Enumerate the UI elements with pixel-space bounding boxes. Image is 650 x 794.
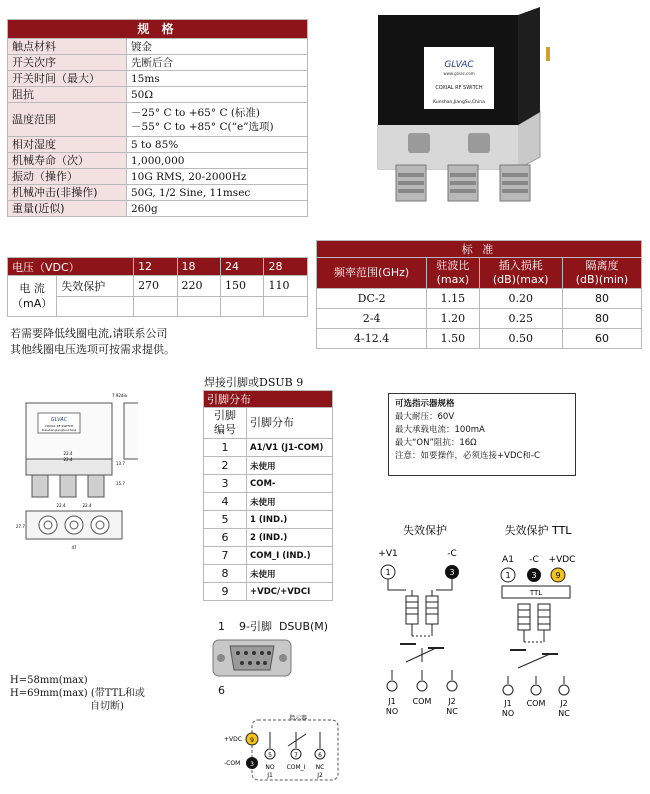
pin-heading: 焊接引脚或DSUB 9 xyxy=(204,376,304,389)
dim-label: 22.4 xyxy=(63,451,73,456)
pin-desc: 1 (IND.) xyxy=(247,511,333,529)
label-model: COXIAL RF SWITCH xyxy=(435,85,483,91)
label-j2: J2 xyxy=(560,699,568,708)
current-label: 电 流 xyxy=(19,282,45,295)
dimension-drawing xyxy=(8,383,138,558)
label-com: COM xyxy=(412,697,432,706)
current-value: 110 xyxy=(264,276,308,297)
pin-title: 引脚分布 xyxy=(204,391,333,408)
pin-number: 8 xyxy=(204,565,247,583)
note-lower-current: 若需要降低线圈电流,请联系公司 xyxy=(10,327,168,340)
spec-key: 开关时间（最大） xyxy=(8,71,127,87)
std-cell: DC-2 xyxy=(317,289,427,309)
schematic-lines xyxy=(388,579,452,680)
pin-desc: 2 (IND.) xyxy=(247,529,333,547)
failsafe-ttl-schematic xyxy=(494,520,614,720)
voltage-table xyxy=(7,257,308,317)
label-no: NO xyxy=(501,709,515,718)
pin-number: 2 xyxy=(204,457,247,475)
voltage-col: 28 xyxy=(264,258,308,276)
pin-desc: 未使用 xyxy=(247,457,333,475)
label-brand: GLVAC xyxy=(444,60,474,70)
indicator-line: 注意：如要操作，必须连接+VDC和-C xyxy=(395,451,540,461)
pin1-number: 1 xyxy=(505,571,511,580)
pin1-number: 1 xyxy=(385,568,391,577)
std-header-l1: 隔离度 xyxy=(585,259,619,272)
indicator-nc: NC xyxy=(315,764,325,771)
temp-standard: －25° C to +65° C (标准) xyxy=(131,106,261,119)
voltage-col: 18 xyxy=(177,258,220,276)
std-header-l2: (max) xyxy=(436,273,470,286)
standard-title: 标 准 xyxy=(317,241,642,258)
pin-desc: 未使用 xyxy=(247,493,333,511)
std-cell: 1.15 xyxy=(427,289,479,309)
rf-connectors xyxy=(396,165,530,201)
height-max-ttl: H=69mm(max) (带TTL和或 xyxy=(10,688,145,699)
dim-label: 13.7 xyxy=(116,461,125,466)
dim-label: 22.4 xyxy=(82,503,92,508)
std-cell: 1.20 xyxy=(427,309,479,329)
indicator-diagram xyxy=(222,710,342,786)
pin3-number: 3 xyxy=(449,568,455,577)
spec-key: 相对湿度 xyxy=(8,137,127,153)
std-cell: 4-12.4 xyxy=(317,329,427,349)
spec-key: 温度范围 xyxy=(8,103,127,137)
std-header-l1: 插入损耗 xyxy=(498,259,543,272)
fail-safe-label: 失效保护 xyxy=(57,276,134,297)
schematic-lines xyxy=(508,604,564,684)
height-max: H=58mm(max) xyxy=(10,675,88,686)
base-screw xyxy=(408,133,430,153)
spec-value: 50Ω xyxy=(127,87,308,103)
pin-number: 6 xyxy=(204,529,247,547)
indicator-pin6: 6 xyxy=(318,752,322,759)
specs-table xyxy=(7,19,308,217)
spec-value: 先断后合 xyxy=(127,55,308,71)
std-cell: 2-4 xyxy=(317,309,427,329)
spec-value: 镀金 xyxy=(127,39,308,55)
std-cell: 0.50 xyxy=(479,329,562,349)
drawing-location: Kunshan,JiangSu,China xyxy=(41,428,77,432)
pin-desc: A1/V1 (J1-COM) xyxy=(247,439,333,457)
label-c: -C xyxy=(447,549,457,559)
indicator-spec-box xyxy=(388,393,576,476)
drawing-model: COXIAL RF SWITCH xyxy=(44,424,74,428)
spec-key: 重量(近似) xyxy=(8,201,127,217)
schematic-title: 失效保护 xyxy=(403,524,447,537)
pin-number: 7 xyxy=(204,547,247,565)
empty-cell xyxy=(221,296,264,317)
label-v1: +V1 xyxy=(378,549,398,559)
pin-desc: COM- xyxy=(247,475,333,493)
voltage-col: 24 xyxy=(221,258,264,276)
indicator-vdc: +VDC xyxy=(224,736,242,743)
spec-value: 1,000,000 xyxy=(127,153,308,169)
spec-key: 阻抗 xyxy=(8,87,127,103)
label-com: COM xyxy=(526,699,546,708)
pin-col2: 引脚分布 xyxy=(247,408,333,439)
pin3-number: 3 xyxy=(531,571,537,580)
std-cell: 80 xyxy=(562,289,641,309)
dsub-pin6: 6 xyxy=(218,684,225,697)
label-j1: J1 xyxy=(504,699,512,708)
temp-extended: －55° C to +85° C(“e”选项) xyxy=(131,120,274,133)
label-c: -C xyxy=(529,555,539,565)
pin-col1-l2: 编号 xyxy=(214,423,236,436)
schematic-title: 失效保护 TTL xyxy=(504,524,572,537)
pin-number: 9 xyxy=(204,583,247,601)
voltage-col: 12 xyxy=(134,258,177,276)
standard-table xyxy=(316,240,642,349)
empty-cell xyxy=(264,296,308,317)
dsub-connector-icon xyxy=(212,636,292,680)
std-cell: 0.25 xyxy=(479,309,562,329)
std-header xyxy=(427,258,479,289)
label-vdc: +VDC xyxy=(548,555,576,565)
pin9-number: 9 xyxy=(555,571,561,580)
label-a1: A1 xyxy=(502,555,514,565)
spec-key: 机械冲击(非操作) xyxy=(8,185,127,201)
dim-label: 15.7 xyxy=(116,481,125,486)
label-no: NO xyxy=(385,707,399,716)
indicator-diagram-title: 指示器 xyxy=(288,715,308,722)
base-screw xyxy=(468,133,490,153)
dim-label: 22.4 xyxy=(56,503,66,508)
spec-value: 10G RMS, 20-2000Hz xyxy=(127,169,308,185)
sma-pin xyxy=(546,47,550,61)
dim-label: 47 xyxy=(71,545,77,550)
empty-cell xyxy=(177,296,220,317)
empty-cell xyxy=(134,296,177,317)
drawing-side xyxy=(124,403,138,459)
current-value: 270 xyxy=(134,276,177,297)
indicator-line: 最大承载电流：100mA xyxy=(395,425,485,435)
current-unit: （mA） xyxy=(12,297,53,310)
indicator-no: NO xyxy=(265,764,275,771)
indicator-c: -COM xyxy=(224,760,241,767)
label-j2: J2 xyxy=(448,697,456,706)
base-front xyxy=(378,125,518,169)
pin-col1-l1: 引脚 xyxy=(214,409,236,422)
indicator-line: 最大耐压：60V xyxy=(395,412,455,422)
label-nc: NC xyxy=(558,709,570,718)
std-header-l1: 驻波比 xyxy=(436,259,470,272)
std-header xyxy=(317,258,427,289)
spec-value-temp xyxy=(127,103,308,137)
empty-cell xyxy=(57,296,134,317)
indicator-line: 最大“ON”阻抗：16Ω xyxy=(395,438,477,448)
pin-table xyxy=(203,390,333,601)
spec-key: 触点材料 xyxy=(8,39,127,55)
drawing-brand: GLVAC xyxy=(50,417,68,423)
dim-label: 22.4 xyxy=(63,457,73,462)
indicator-pin7: 7 xyxy=(294,752,298,759)
indicator-pin3-number: 3 xyxy=(250,761,254,768)
pin-number: 1 xyxy=(204,439,247,457)
dim-label: 7.92dia xyxy=(112,393,128,398)
pin-desc: +VDC/+VDCI xyxy=(247,583,333,601)
current-value: 150 xyxy=(221,276,264,297)
spec-key: 振动（操作） xyxy=(8,169,127,185)
std-header-l1: 频率范围(GHz) xyxy=(334,266,410,279)
dim-label: 27.7 xyxy=(16,524,25,529)
current-label-cell xyxy=(8,276,57,317)
std-header xyxy=(479,258,562,289)
dsub-label: 1 9-引脚 DSUB(M) xyxy=(218,620,329,633)
failsafe-schematic xyxy=(370,520,480,720)
pin-col1 xyxy=(204,408,247,439)
indicator-com: COM_I xyxy=(286,764,306,771)
voltage-header: 电压（VDC） xyxy=(8,258,134,276)
pin-number: 4 xyxy=(204,493,247,511)
indicator-title: 可选指示器规格 xyxy=(395,399,455,409)
std-header-l2: (dB)(max) xyxy=(492,273,549,286)
spec-value: 260g xyxy=(127,201,308,217)
spec-value: 5 to 85% xyxy=(127,137,308,153)
spec-value: 50G, 1/2 Sine, 11msec xyxy=(127,185,308,201)
indicator-j1: J1 xyxy=(267,772,273,779)
std-header xyxy=(562,258,641,289)
indicator-pin5: 5 xyxy=(268,752,272,759)
std-cell: 60 xyxy=(562,329,641,349)
indicator-j2: J2 xyxy=(317,772,323,779)
label-j1: J1 xyxy=(388,697,396,706)
spec-value: 15ms xyxy=(127,71,308,87)
spec-key: 机械寿命（次） xyxy=(8,153,127,169)
pin-desc: COM_I (IND.) xyxy=(247,547,333,565)
pin-number: 5 xyxy=(204,511,247,529)
current-value: 220 xyxy=(177,276,220,297)
specs-title: 规 格 xyxy=(8,20,308,39)
ttl-label: TTL xyxy=(529,589,543,597)
label-nc: NC xyxy=(446,707,458,716)
std-cell: 0.20 xyxy=(479,289,562,309)
height-max-ttl-2: 自切断) xyxy=(90,701,124,712)
product-photo xyxy=(368,7,564,217)
pin-desc: 未使用 xyxy=(247,565,333,583)
label-location: Kunshan,JiangSu,China xyxy=(433,100,485,105)
std-cell: 1.50 xyxy=(427,329,479,349)
std-header-l2: (dB)(min) xyxy=(575,273,629,286)
spec-key: 开关次序 xyxy=(8,55,127,71)
note-other-voltage: 其他线圈电压选项可按需求提供。 xyxy=(10,343,175,356)
indicator-pin9-number: 9 xyxy=(250,737,254,744)
pin-number: 3 xyxy=(204,475,247,493)
height-notes xyxy=(10,674,145,713)
drawing-connectors xyxy=(32,475,104,497)
std-cell: 80 xyxy=(562,309,641,329)
label-website: www.glvac.com xyxy=(443,71,475,76)
